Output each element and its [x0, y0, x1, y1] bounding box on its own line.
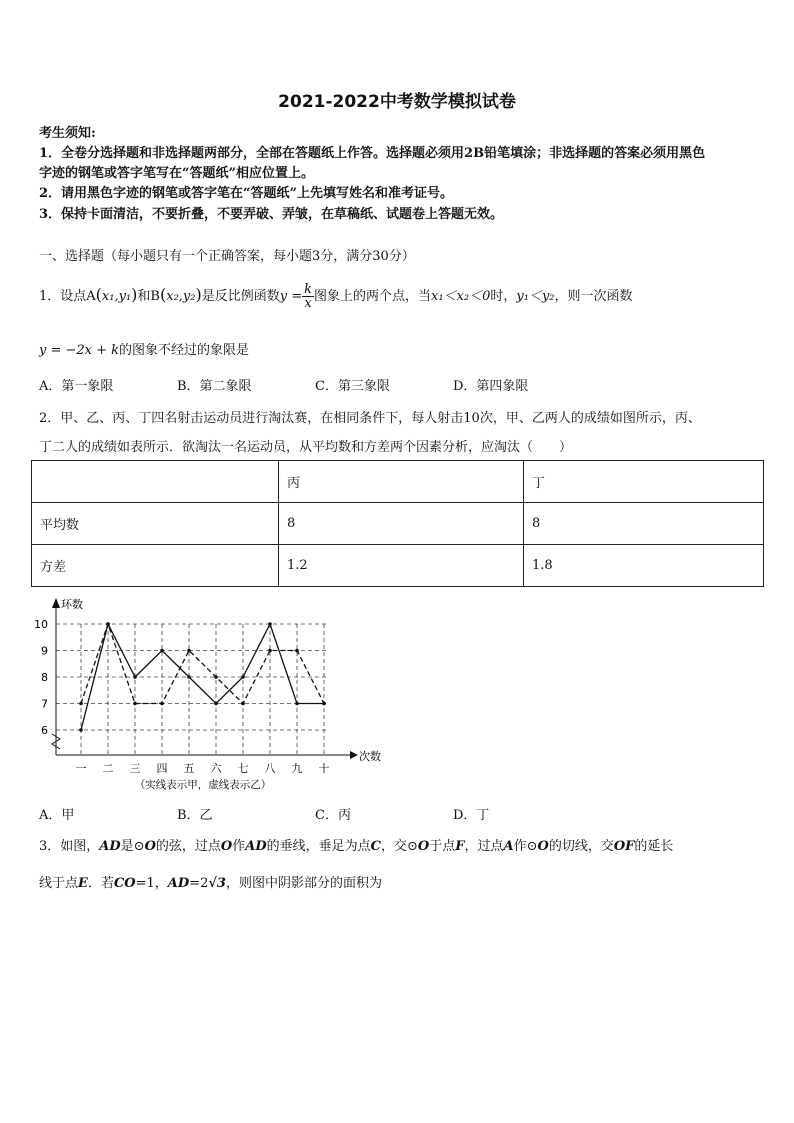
q1-text: 1．设点 — [39, 289, 87, 304]
q3-text-part: 于点 — [429, 839, 456, 854]
section-heading: 一、选择题（每小题只有一个正确答案，每小题3分，满分30分） — [39, 249, 415, 264]
data-point-甲 — [133, 675, 137, 679]
q2-option-c[interactable]: C．丙 — [315, 808, 351, 823]
y-tick-label: 7 — [41, 697, 48, 711]
q1-option-a[interactable]: A．第一象限 — [39, 379, 114, 394]
notice-item-1-cont: 字迹的钢笔或答字笔写在“答题纸”相应位置上。 — [39, 166, 314, 181]
math-symbol: C — [370, 839, 381, 854]
q3-text-part: 是⊙ — [120, 839, 145, 854]
data-point-甲 — [268, 622, 272, 626]
math-symbol: O — [537, 839, 549, 854]
table-cell: 8 — [279, 503, 524, 545]
data-point-甲 — [241, 675, 245, 679]
q1-text-2: 是反比例函数 — [201, 289, 280, 304]
table-cell: 8 — [524, 503, 764, 545]
x-tick-label: 一 — [75, 762, 87, 775]
data-point-乙 — [160, 702, 164, 706]
q1-text-4: 时， — [490, 289, 517, 304]
x-tick-label: 七 — [237, 762, 249, 775]
table-row — [32, 545, 764, 587]
y-axis-arrow — [52, 598, 60, 608]
q3-text-part: 的垂线，垂足为点 — [266, 839, 371, 854]
q2-option-a[interactable]: A．甲 — [39, 808, 75, 823]
q1-func-y: y = — [279, 289, 303, 304]
x-axis-arrow — [350, 751, 358, 759]
q1-point-b: B — [150, 289, 160, 304]
y-tick-label: 9 — [41, 644, 48, 658]
q2-options — [39, 804, 591, 823]
series-line-甲 — [81, 624, 324, 730]
q3-text-part: 3．如图， — [39, 839, 100, 854]
stats-table — [31, 460, 764, 587]
q1-cond-y: y₁＜y₂ — [516, 289, 555, 304]
math-symbol: F — [455, 839, 465, 854]
question-1-line-2 — [39, 339, 249, 358]
data-point-乙 — [79, 702, 83, 706]
table-cell: 平均数 — [32, 503, 279, 545]
q1-line-2-text: 的图象不经过的象限是 — [119, 343, 250, 358]
q3-text-part: 线于点 — [39, 876, 79, 891]
q1-options — [39, 375, 591, 394]
q1-frac-den: x — [304, 296, 312, 311]
data-point-乙 — [295, 649, 299, 653]
q3-text-part: ，过点 — [464, 839, 504, 854]
chart-labels — [34, 597, 381, 791]
q1-fraction — [302, 283, 314, 310]
notice-item-1: 1．全卷分选择题和非选择题两部分，全部在答题纸上作答。选择题必须用2B铅笔填涂；非选择题的答案必须用黑色 — [39, 146, 706, 161]
axis-break — [52, 734, 60, 749]
q3-text-part: ，交⊙ — [381, 839, 418, 854]
q3-text-part: =1， — [135, 876, 168, 891]
q1-frac-num: k — [304, 282, 312, 297]
notice-item-2: 2．请用黑色字迹的钢笔或答字笔在“答题纸”上先填写姓名和准考证号。 — [39, 186, 454, 201]
q1-option-d[interactable]: D．第四象限 — [453, 379, 529, 394]
table-header-cell: 丙 — [279, 461, 524, 503]
q1-point-a: A — [86, 289, 96, 304]
data-point-乙 — [214, 675, 218, 679]
table-cell: 1.8 — [524, 545, 764, 587]
math-symbol: AD — [99, 839, 121, 854]
q3-text-part: 作 — [232, 839, 246, 854]
question-2-line-2: 丁二人的成绩如表所示．欲淘汰一名运动员，从平均数和方差两个因素分析，应淘汰（ ） — [39, 440, 573, 455]
q3-text-part: 的延长 — [634, 839, 674, 854]
q3-text-part: ，则图中阴影部分的面积为 — [225, 876, 382, 891]
table-cell: 方差 — [32, 545, 279, 587]
table-cell: 1.2 — [279, 545, 524, 587]
q1-coord-a: x₁,y₁ — [101, 289, 132, 304]
table-header-cell — [32, 461, 279, 503]
y-tick-label: 8 — [41, 671, 48, 684]
data-point-甲 — [295, 702, 299, 706]
q1-option-b[interactable]: B．第二象限 — [177, 379, 252, 394]
y-axis-label: 环数 — [61, 598, 83, 611]
x-tick-label: 八 — [264, 762, 276, 775]
chart-grid — [56, 624, 326, 755]
math-symbol: O — [417, 839, 430, 854]
q3-text-part: 作⊙ — [513, 839, 538, 854]
x-tick-label: 十 — [318, 762, 330, 775]
q1-text-5: ，则一次函数 — [554, 289, 633, 304]
math-symbol: CO — [113, 876, 136, 891]
math-symbol: √3 — [208, 876, 226, 891]
q1-option-c[interactable]: C．第三象限 — [315, 379, 390, 394]
notice-item-3: 3．保持卡面清洁，不要折叠，不要弄破、弄皱，在草稿纸、试题卷上答题无效。 — [39, 207, 504, 222]
data-point-乙 — [268, 649, 272, 653]
data-point-甲 — [187, 675, 191, 679]
math-symbol: A — [503, 839, 514, 854]
q1-cond-x: x₁＜x₂＜0 — [431, 289, 491, 304]
series-line-乙 — [81, 624, 324, 704]
chart-axes — [52, 598, 358, 759]
x-tick-label: 二 — [102, 762, 114, 775]
data-point-乙 — [133, 702, 137, 706]
data-point-乙 — [322, 702, 326, 706]
x-tick-label: 五 — [183, 762, 195, 775]
x-tick-label: 六 — [210, 762, 222, 775]
data-point-乙 — [187, 649, 191, 653]
table-row — [32, 503, 764, 545]
question-3-line-1 — [39, 835, 673, 854]
x-tick-label: 三 — [129, 762, 141, 775]
page-title: 2021-2022中考数学模拟试卷 — [278, 92, 516, 112]
q1-text-3: 图象上的两个点，当 — [314, 289, 432, 304]
x-axis-label: 次数 — [359, 750, 381, 763]
x-tick-label: 九 — [291, 762, 303, 775]
y-tick-label: 10 — [34, 618, 48, 631]
data-point-甲 — [79, 728, 83, 732]
y-tick-label: 6 — [41, 724, 48, 737]
math-symbol: E — [78, 876, 88, 891]
score-chart — [28, 594, 388, 794]
q2-option-b[interactable]: B．乙 — [177, 808, 213, 823]
q3-text-part: 的切线，交 — [548, 839, 614, 854]
notice-heading: 考生须知: — [39, 126, 96, 141]
question-3-line-2 — [39, 872, 382, 891]
data-point-甲 — [214, 702, 218, 706]
math-symbol: AD — [167, 876, 190, 891]
data-point-乙 — [241, 702, 245, 706]
math-symbol: O — [220, 839, 233, 854]
q2-option-d[interactable]: D．丁 — [453, 808, 490, 823]
question-2-line-1: 2．甲、乙、丙、丁四名射击运动员进行淘汰赛，在相同条件下，每人射击10次，甲、乙两人的成绩如图所示，丙、 — [39, 411, 701, 426]
math-symbol: OF — [613, 839, 635, 854]
q3-text-part: 的弦，过点 — [155, 839, 221, 854]
q1-coord-b: x₂,y₂ — [166, 289, 196, 304]
chart-caption: （实线表示甲，虚线表示乙） — [134, 779, 272, 791]
table-header-cell: 丁 — [524, 461, 764, 503]
question-1: 1．设点A(x₁,y₁)和B(x₂,y₂)是反比例函数y = $\frac{k}{x}$ 图象上的两个点，当x₁＜x₂＜0时，y₁＜y₂，则一次函数 — [39, 282, 633, 311]
data-point-乙 — [106, 622, 110, 626]
q3-text-part: =2 — [189, 876, 209, 891]
data-point-甲 — [160, 649, 164, 653]
x-tick-label: 四 — [156, 762, 168, 775]
q1-linear-eq: y = −2x + k — [39, 343, 120, 358]
q1-and: 和 — [137, 289, 151, 304]
math-symbol: AD — [245, 839, 267, 854]
math-symbol: O — [144, 839, 156, 854]
q3-text-part: ．若 — [87, 876, 114, 891]
table-header-row — [32, 461, 764, 503]
